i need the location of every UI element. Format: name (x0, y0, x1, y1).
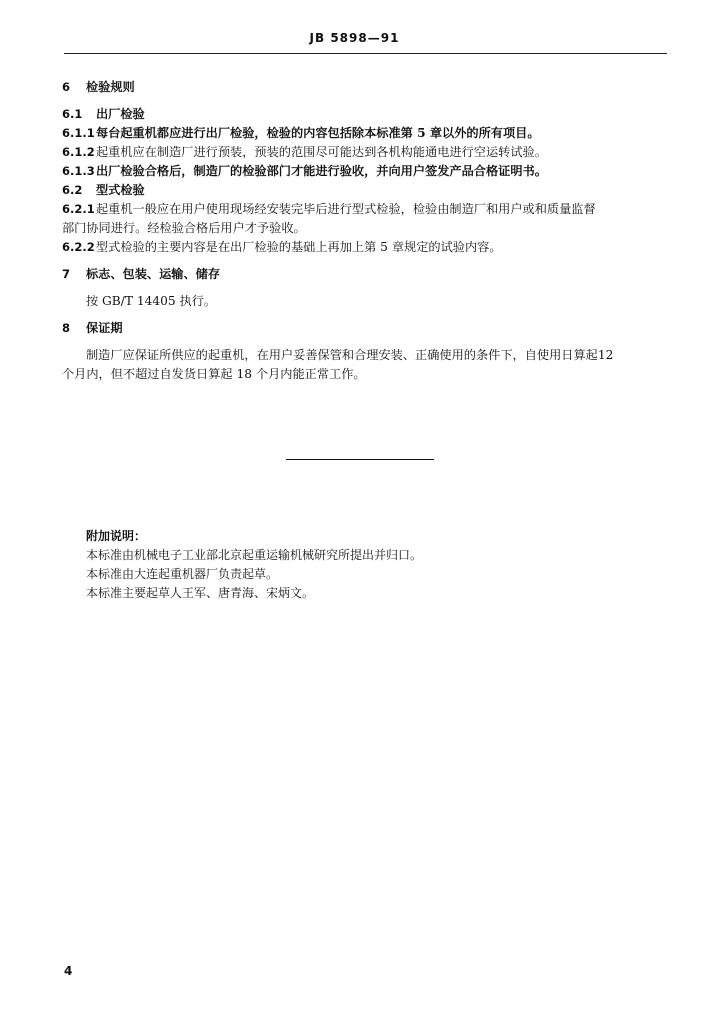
document-body (62, 78, 668, 384)
section-6-2-heading (62, 181, 668, 200)
section-number: 6.1 (62, 107, 83, 121)
clause-6-1-1 (62, 124, 668, 143)
end-of-standard-rule (286, 459, 434, 460)
clause-text: 每台起重机都应进行出厂检验，检验的内容包括除本标准第 5 章以外的所有项目。 (96, 126, 540, 140)
additional-notes (86, 527, 422, 603)
section-title: 保证期 (86, 321, 123, 335)
section-8-heading (62, 319, 668, 338)
section-title: 标志、包装、运输、储存 (86, 267, 221, 281)
section-number: 8 (62, 321, 71, 335)
clause-number: 6.2.1 (62, 202, 95, 216)
clause-6-2-1-continued: 部门协同进行。经检验合格后用户才予验收。 (62, 221, 306, 235)
clause-number: 6.1.1 (62, 126, 95, 140)
note-line: 本标准由大连起重机器厂负责起草。 (86, 567, 279, 581)
standard-code-header: JB 5898—91 (309, 31, 400, 45)
clause-6-2-1 (62, 200, 668, 219)
section-7-text: 按 GB/T 14405 执行。 (86, 294, 217, 308)
section-8-text-line1: 制造厂应保证所供应的起重机，在用户妥善保管和合理安装、正确使用的条件下，自使用日算起12 (86, 348, 614, 362)
section-number: 6.2 (62, 183, 83, 197)
clause-number: 6.2.2 (62, 240, 95, 254)
section-6-heading (62, 78, 668, 97)
page-number: 4 (64, 964, 73, 978)
section-title: 型式检验 (96, 183, 145, 197)
clause-text-line1: 起重机一般应在用户使用现场经安装完毕后进行型式检验，检验由制造厂和用户或和质量监督 (96, 202, 596, 216)
clause-number: 6.1.3 (62, 164, 95, 178)
clause-text: 起重机应在制造厂进行预装，预装的范围尽可能达到各机构能通电进行空运转试验。 (96, 145, 547, 159)
header-rule (64, 53, 667, 54)
section-number: 6 (62, 80, 71, 94)
clause-number: 6.1.2 (62, 145, 95, 159)
clause-6-2-2 (62, 238, 668, 257)
section-number: 7 (62, 267, 71, 281)
section-7-heading (62, 265, 668, 284)
section-8-text-line2: 个月内，但不超过自发货日算起 18 个月内能正常工作。 (62, 367, 366, 381)
clause-text: 出厂检验合格后，制造厂的检验部门才能进行验收，并向用户签发产品合格证明书。 (96, 164, 547, 178)
section-title: 检验规则 (86, 80, 135, 94)
note-line: 本标准主要起草人王军、唐青海、宋炳文。 (86, 586, 315, 600)
clause-6-1-3 (62, 162, 668, 181)
section-title: 出厂检验 (96, 107, 145, 121)
note-line: 本标准由机械电子工业部北京起重运输机械研究所提出并归口。 (86, 548, 423, 562)
clause-text: 型式检验的主要内容是在出厂检验的基础上再加上第 5 章规定的试验内容。 (96, 240, 502, 254)
notes-title: 附加说明： (86, 529, 147, 543)
section-6-1-heading (62, 105, 668, 124)
clause-6-1-2 (62, 143, 668, 162)
